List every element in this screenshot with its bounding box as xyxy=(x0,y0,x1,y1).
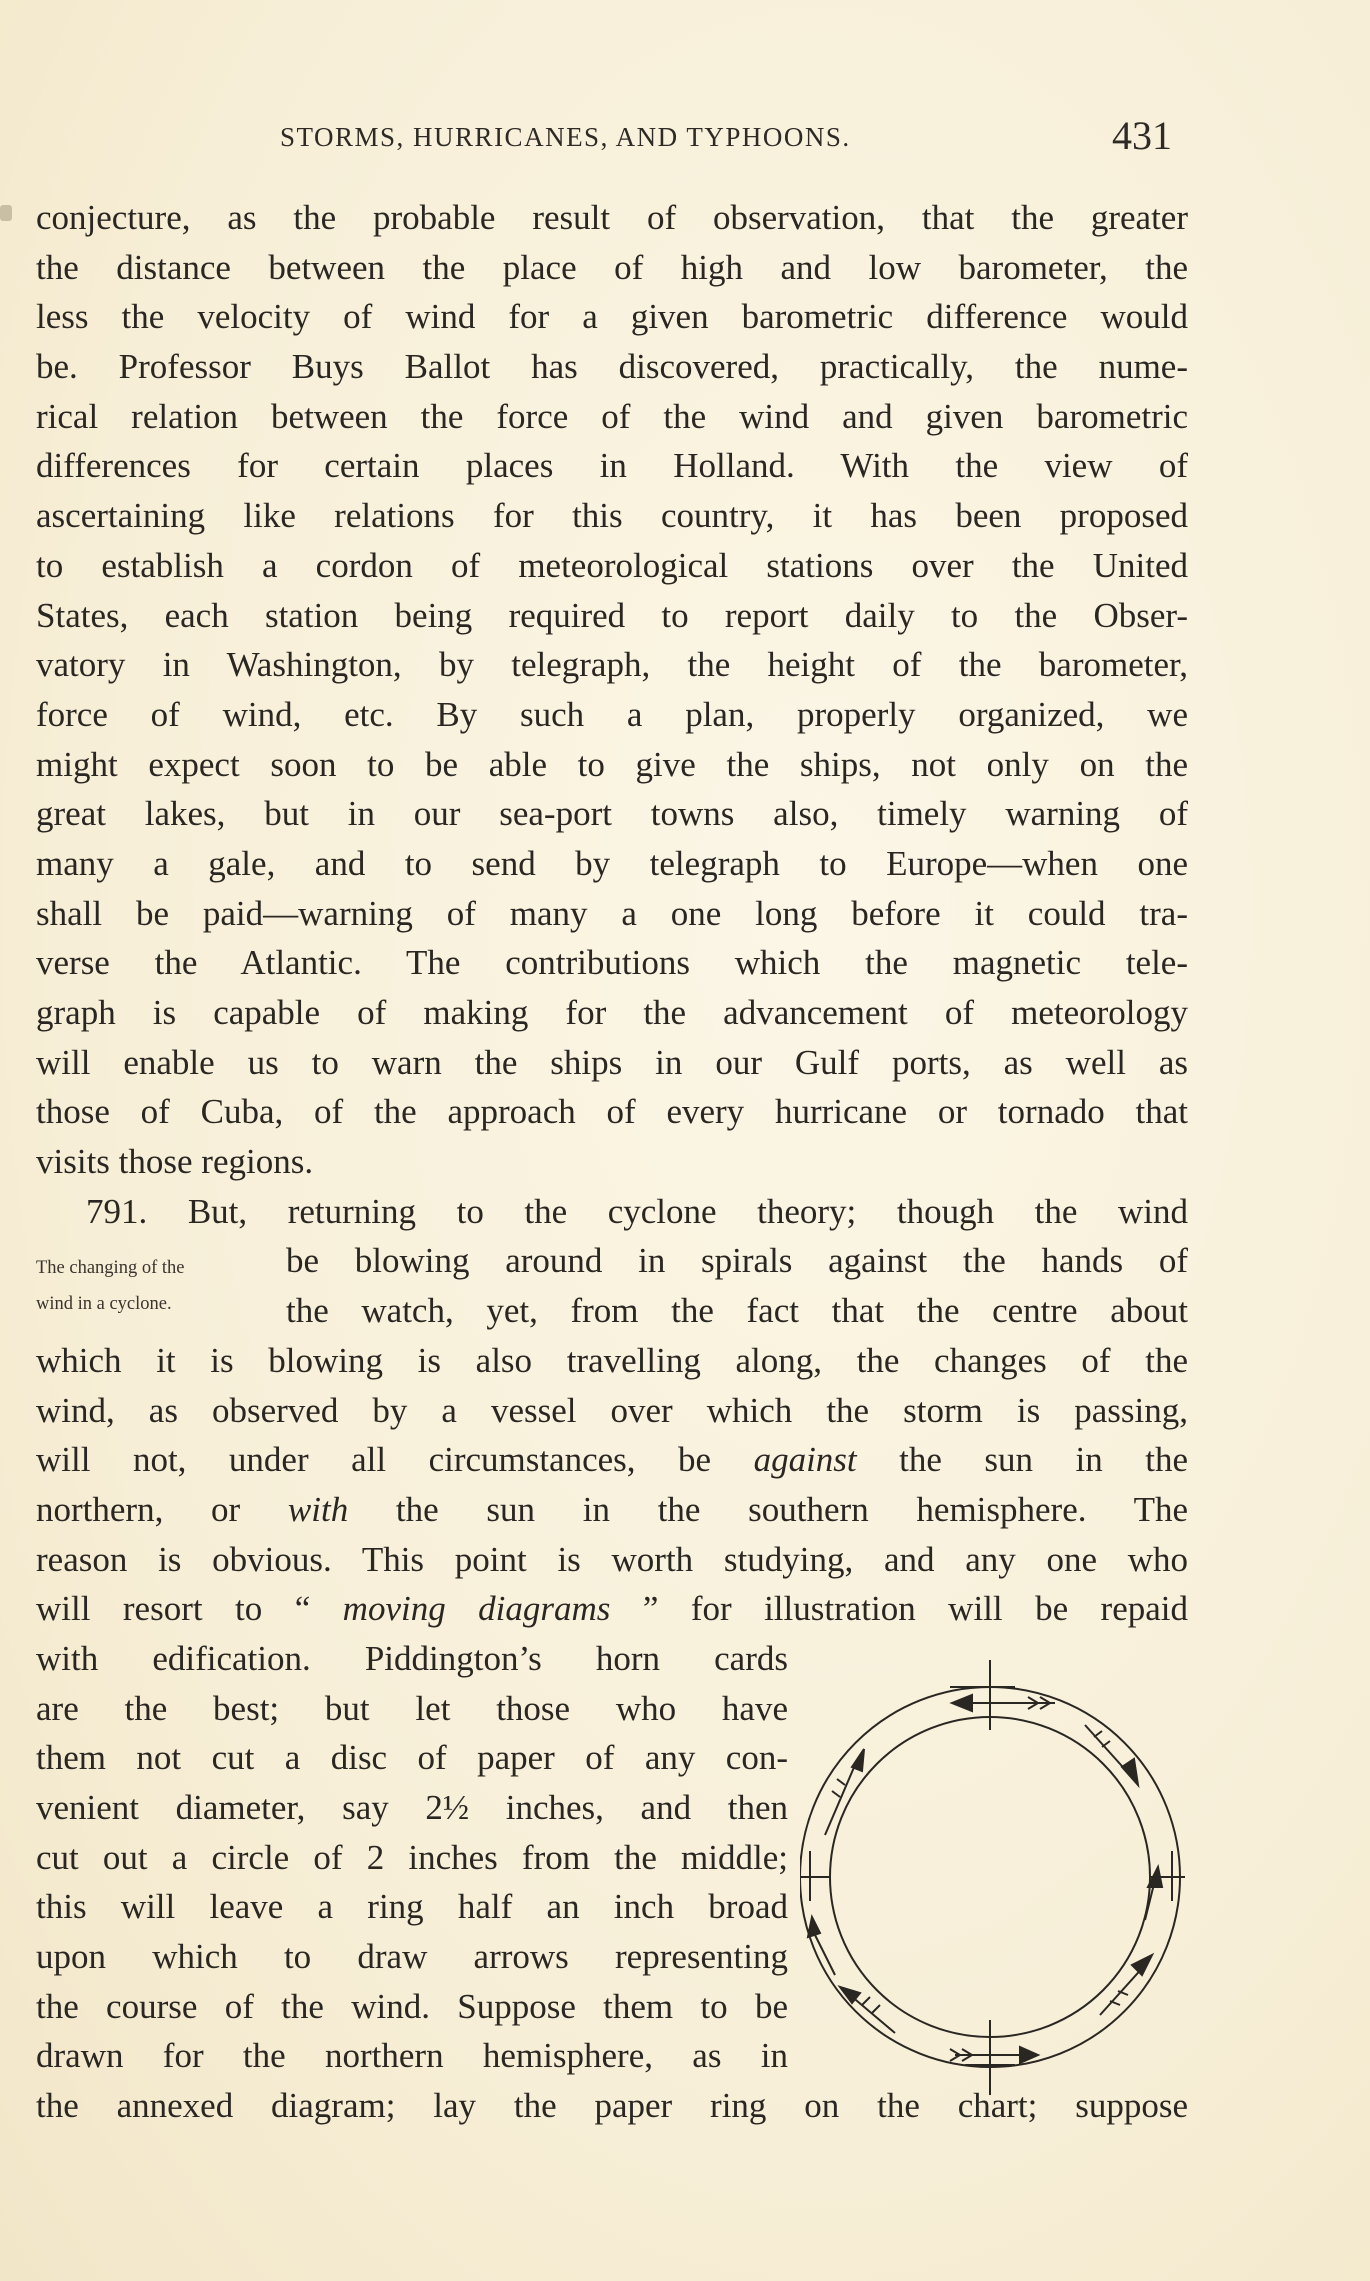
text-line: the course of the wind. Suppose them to be xyxy=(36,1986,788,2026)
text-line: many a gale, and to send by telegraph to Europe—when one xyxy=(36,843,1188,883)
text-line xyxy=(36,1435,1188,1485)
text-line: will enable us to warn the ships in our Gulf ports, as well as xyxy=(36,1042,1188,1082)
italic-word-with: with xyxy=(287,1489,349,1529)
text-line: be. Professor Buys Ballot has discovered, practically, the nume- xyxy=(36,347,1188,387)
arrow-icon xyxy=(1145,1867,1162,1920)
arrow-icon xyxy=(950,2047,1038,2063)
text-line: shall be paid—warning of many a one long before it could tra- xyxy=(36,893,1188,933)
italic-word-against: against xyxy=(753,1440,857,1480)
text-run: the sun in the xyxy=(856,1440,1188,1480)
sidenote-line: The changing of the xyxy=(36,1258,185,1279)
text-line: wind, as observed by a vessel over which the storm is passing, xyxy=(36,1390,1188,1430)
text-line: the distance between the place of high and low barometer, the xyxy=(36,247,1188,287)
text-line: ascertaining like relations for this country, it has been proposed xyxy=(36,496,1188,536)
text-line: venient diameter, say 2½ inches, and then xyxy=(36,1788,788,1827)
text-line: rical relation between the force of the wind and given barometric xyxy=(36,396,1188,436)
text-line: the annexed diagram; lay the paper ring on the chart; suppose xyxy=(36,2086,1188,2126)
text-line: with edification. Piddington’s horn cards xyxy=(36,1638,788,1678)
ring-diagram-svg xyxy=(800,1655,1200,2095)
page-number: 431 xyxy=(1112,113,1172,158)
text-line: vatory in Washington, by telegraph, the height of the barometer, xyxy=(36,645,1188,685)
text-line: them not cut a disc of paper of any con- xyxy=(36,1738,788,1778)
text-line: visits those regions. xyxy=(36,1142,314,1182)
text-line: cut out a circle of 2 inches from the middle; xyxy=(36,1837,788,1877)
text-line: graph is capable of making for the advancement of meteorology xyxy=(36,993,1188,1032)
text-line: this will leave a ring half an inch broad xyxy=(36,1887,788,1927)
text-line xyxy=(36,1286,1188,1336)
text-run: will resort to “ xyxy=(36,1589,343,1629)
arrow-icon xyxy=(840,1987,895,2033)
text-run: northern, or xyxy=(36,1489,288,1529)
text-line: those of Cuba, of the approach of every hurricane or tornado that xyxy=(36,1092,1188,1132)
margin-mark xyxy=(0,205,12,221)
text-line xyxy=(36,1485,1188,1535)
sidenote-line: wind in a cyclone. xyxy=(36,1294,172,1315)
text-line-content: the watch, yet, from the fact that the centre about xyxy=(286,1291,1188,1331)
paragraph-791-first-line: 791. But, returning to the cyclone theory; though the wind xyxy=(86,1191,1188,1231)
italic-moving-diagrams: moving diagrams xyxy=(342,1589,611,1629)
running-head xyxy=(0,112,1370,162)
outer-ring-circle xyxy=(800,1687,1180,2067)
arrow-icon xyxy=(952,1695,1055,1711)
text-run: the sun in the southern hemisphere. The xyxy=(348,1489,1188,1529)
text-line: less the velocity of wind for a given barometric difference would xyxy=(36,297,1188,337)
text-line-content: be blowing around in spirals against the hands of xyxy=(286,1241,1188,1281)
text-line: are the best; but let those who have xyxy=(36,1688,788,1728)
text-run: ” for illustration will be repaid xyxy=(610,1589,1188,1629)
text-run: will not, under all circumstances, be xyxy=(36,1440,754,1480)
cyclone-ring-diagram xyxy=(800,1655,1200,2095)
text-line: conjecture, as the probable result of observation, that the greater xyxy=(36,198,1188,237)
inner-ring-circle xyxy=(830,1717,1150,2037)
text-line: force of wind, etc. By such a plan, properly organized, we xyxy=(36,694,1188,734)
running-title: STORMS, HURRICANES, AND TYPHOONS. xyxy=(280,122,851,152)
arrow-icon xyxy=(825,1749,864,1835)
text-line: to establish a cordon of meteorological stations over the United xyxy=(36,545,1188,585)
text-line: might expect soon to be able to give the ships, not only on the xyxy=(36,744,1188,784)
text-line: States, each station being required to report daily to the Obser- xyxy=(36,595,1188,635)
text-line: which it is blowing is also travelling along, the changes of the xyxy=(36,1340,1188,1380)
text-line: reason is obvious. This point is worth studying, and any one who xyxy=(36,1539,1188,1579)
text-line: upon which to draw arrows representing xyxy=(36,1937,788,1977)
text-line: differences for certain places in Holland. With the view of xyxy=(36,446,1188,486)
text-line: verse the Atlantic. The contributions which the magnetic tele- xyxy=(36,943,1188,983)
text-line xyxy=(36,1584,1188,1634)
text-line: drawn for the northern hemisphere, as in xyxy=(36,2036,788,2076)
text-line: great lakes, but in our sea-port towns also, timely warning of xyxy=(36,794,1188,834)
text-line xyxy=(36,1236,1188,1286)
